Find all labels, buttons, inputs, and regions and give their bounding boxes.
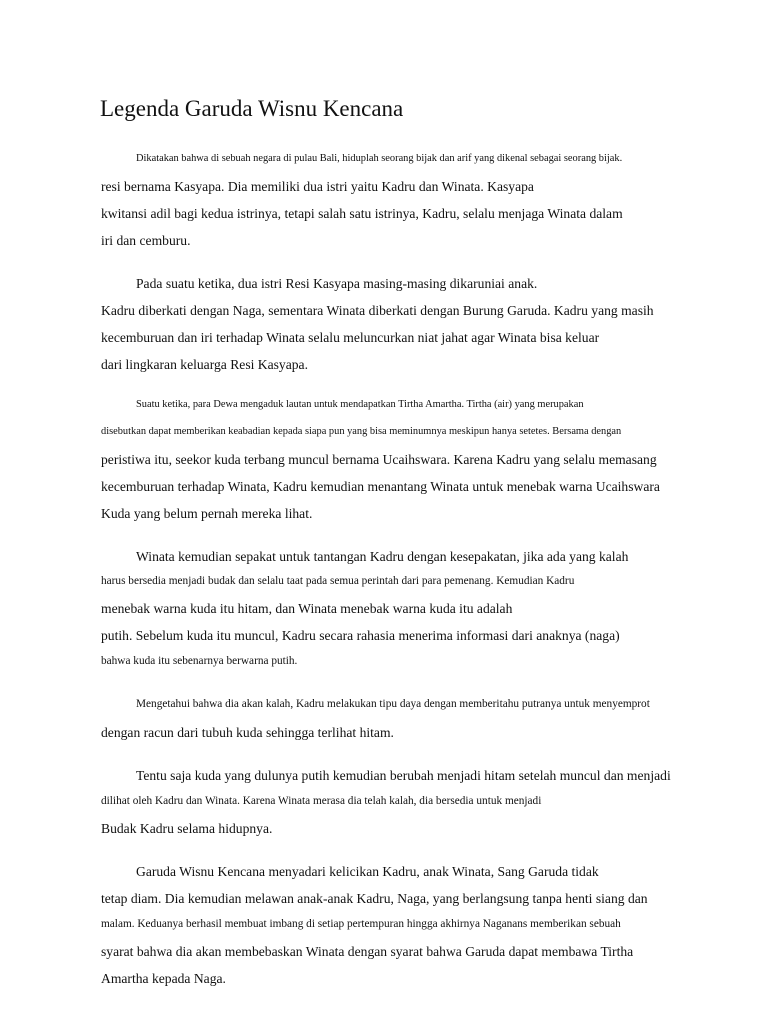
paragraph-line: syarat bahwa dia akan membebaskan Winata dengan syarat bahwa Garuda dapat membawa Tirtha: [101, 944, 634, 959]
paragraph-line: Budak Kadru selama hidupnya.: [101, 821, 273, 836]
paragraph-line: kecemburuan dan iri terhadap Winata selalu meluncurkan niat jahat agar Winata bisa keluar: [101, 330, 600, 345]
document-title: Legenda Garuda Wisnu Kencana: [100, 96, 404, 121]
paragraph-line: Winata kemudian sepakat untuk tantangan Kadru dengan kesepakatan, jika ada yang kalah: [136, 549, 629, 564]
paragraph-line: kecemburuan terhadap Winata, Kadru kemudian menantang Winata untuk menebak warna Ucaihswara: [101, 479, 660, 494]
paragraph-line: Garuda Wisnu Kencana menyadari kelicikan Kadru, anak Winata, Sang Garuda tidak: [136, 864, 599, 879]
paragraph-line: Amartha kepada Naga.: [101, 971, 226, 986]
paragraph-line: resi bernama Kasyapa. Dia memiliki dua istri yaitu Kadru dan Winata. Kasyapa: [101, 179, 534, 194]
paragraph-line: peristiwa itu, seekor kuda terbang muncul bernama Ucaihswara. Karena Kadru yang selalu memasang: [101, 452, 657, 467]
paragraph-line: Pada suatu ketika, dua istri Resi Kasyapa masing-masing dikaruniai anak.: [136, 276, 538, 291]
paragraph-line: Kadru diberkati dengan Naga, sementara Winata diberkati dengan Burung Garuda. Kadru yang masih: [101, 303, 654, 318]
paragraph-line: iri dan cemburu.: [101, 233, 191, 248]
paragraph-line: dilihat oleh Kadru dan Winata. Karena Winata merasa dia telah kalah, dia bersedia untuk menjadi: [101, 795, 542, 807]
paragraph-line: tetap diam. Dia kemudian melawan anak-anak Kadru, Naga, yang berlangsung tanpa henti siang dan: [101, 891, 648, 906]
paragraph-line: harus bersedia menjadi budak dan selalu taat pada semua perintah dari para pemenang. Kemudian Kadru: [101, 575, 575, 587]
paragraph-line: Tentu saja kuda yang dulunya putih kemudian berubah menjadi hitam setelah muncul dan menjadi: [136, 768, 671, 783]
paragraph-line: Suatu ketika, para Dewa mengaduk lautan untuk mendapatkan Tirtha Amartha. Tirtha (air) yang merupakan: [136, 399, 584, 410]
paragraph-line: malam. Keduanya berhasil membuat imbang di setiap pertempuran hingga akhirnya Naganans memberikan sebuah: [101, 918, 621, 930]
paragraph-line: Dikatakan bahwa di sebuah negara di pulau Bali, hiduplah seorang bijak dan arif yang dikenal sebagai seorang bijak.: [136, 153, 623, 164]
paragraph-line: bahwa kuda itu sebenarnya berwarna putih.: [101, 655, 298, 667]
paragraph-line: dengan racun dari tubuh kuda sehingga terlihat hitam.: [101, 725, 394, 740]
paragraph-line: putih. Sebelum kuda itu muncul, Kadru secara rahasia menerima informasi dari anaknya (naga): [101, 628, 620, 643]
paragraph-line: kwitansi adil bagi kedua istrinya, tetapi salah satu istrinya, Kadru, selalu menjaga Winata dalam: [101, 206, 623, 221]
paragraph-line: disebutkan dapat memberikan keabadian kepada siapa pun yang bisa meminumnya meskipun hanya setetes. Bersama dengan: [101, 426, 622, 437]
paragraph-line: Kuda yang belum pernah mereka lihat.: [101, 506, 313, 521]
paragraph-line: menebak warna kuda itu hitam, dan Winata menebak warna kuda itu adalah: [101, 601, 513, 616]
paragraph-line: dari lingkaran keluarga Resi Kasyapa.: [101, 357, 308, 372]
paragraph-line: Mengetahui bahwa dia akan kalah, Kadru melakukan tipu daya dengan memberitahu putranya untuk menyemprot: [136, 698, 650, 710]
